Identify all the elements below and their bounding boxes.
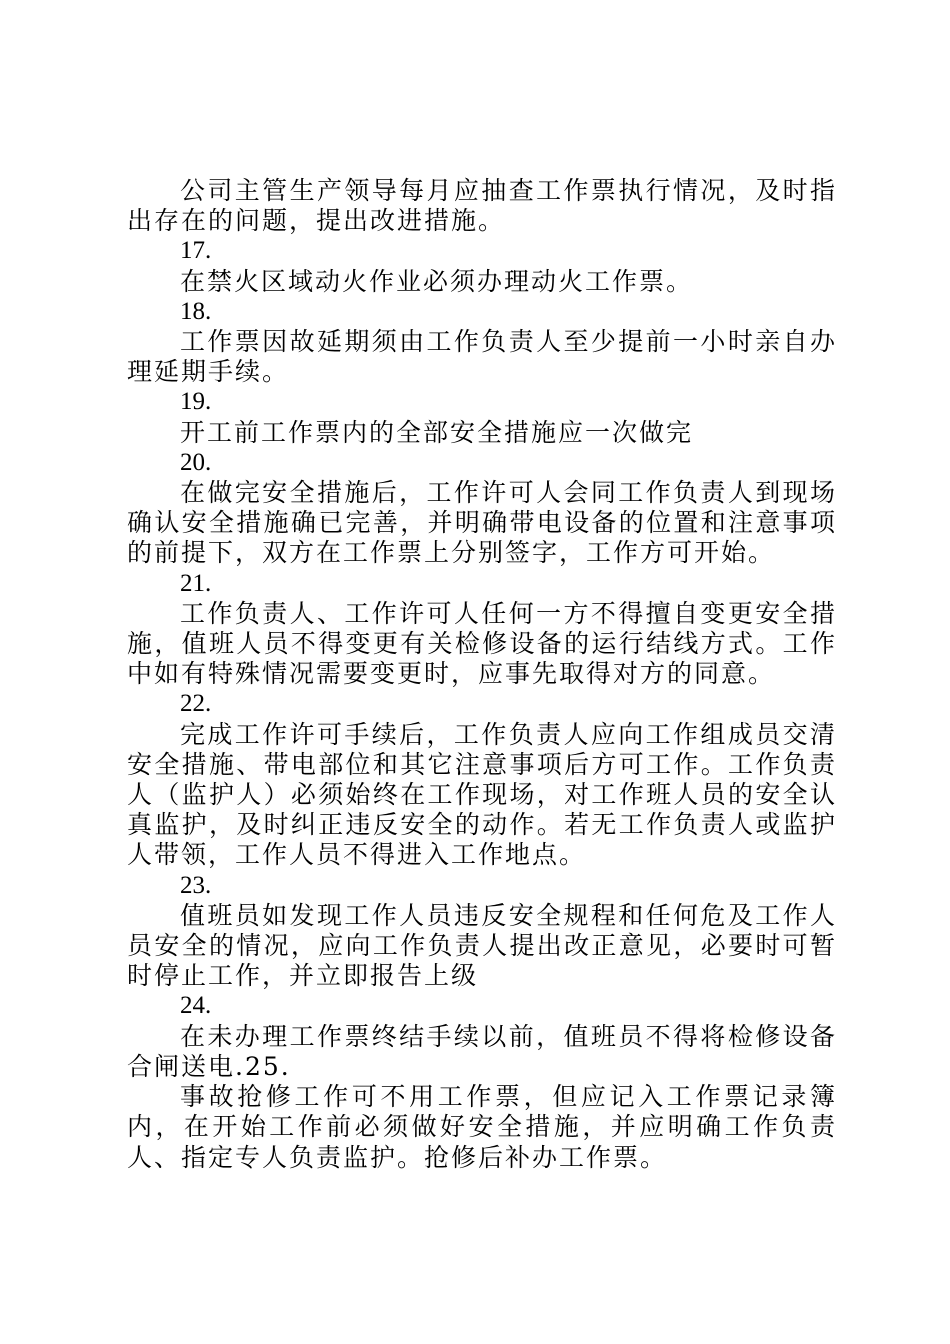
paragraph: 公司主管生产领导每月应抽查工作票执行情况，及时指出存在的问题，提出改进措施。 [127,176,837,236]
item-number: 22. [180,690,212,718]
paragraph: 在做完安全措施后，工作许可人会同工作负责人到现场确认安全措施确已完善，并明确带电设备的位置和注意事项的前提下，双方在工作票上分别签字，工作方可开始。 [127,478,837,568]
item-number: 24. [180,992,212,1020]
paragraph: 工作票因故延期须由工作负责人至少提前一小时亲自办理延期手续。 [127,327,837,387]
item-number: 17. [180,237,212,265]
item-number: 23. [180,871,212,899]
paragraph: 完成工作许可手续后，工作负责人应向工作组成员交清安全措施、带电部位和其它注意事项后方可工作。工作负责人（监护人）必须始终在工作现场，对工作班人员的安全认真监护，及时纠正违反安全的动作。若无工作负责人或监护人带领，工作人员不得进入工作地点。 [127,719,837,870]
paragraph: 开工前工作票内的全部安全措施应一次做完 [180,417,694,447]
item-number: 21. [180,569,212,597]
item-number: 19. [180,388,212,416]
document-body [127,176,837,1173]
item-number: 18. [180,297,212,325]
paragraph: 在禁火区域动火作业必须办理动火工作票。 [180,266,694,296]
item-number: 20. [180,448,212,476]
paragraph: 工作负责人、工作许可人任何一方不得擅自变更安全措施，值班人员不得变更有关检修设备的运行结线方式。工作中如有特殊情况需要变更时，应事先取得对方的同意。 [127,598,837,689]
paragraph: 在未办理工作票终结手续以前，值班员不得将检修设备合闸送电.25. [127,1021,837,1081]
paragraph: 事故抢修工作可不用工作票，但应记入工作票记录簿内，在开始工作前必须做好安全措施，并应明确工作负责人、指定专人负责监护。抢修后补办工作票。 [127,1082,837,1172]
paragraph: 值班员如发现工作人员违反安全规程和任何危及工作人员安全的情况，应向工作负责人提出改正意见，必要时可暂时停止工作，并立即报告上级 [127,900,837,991]
